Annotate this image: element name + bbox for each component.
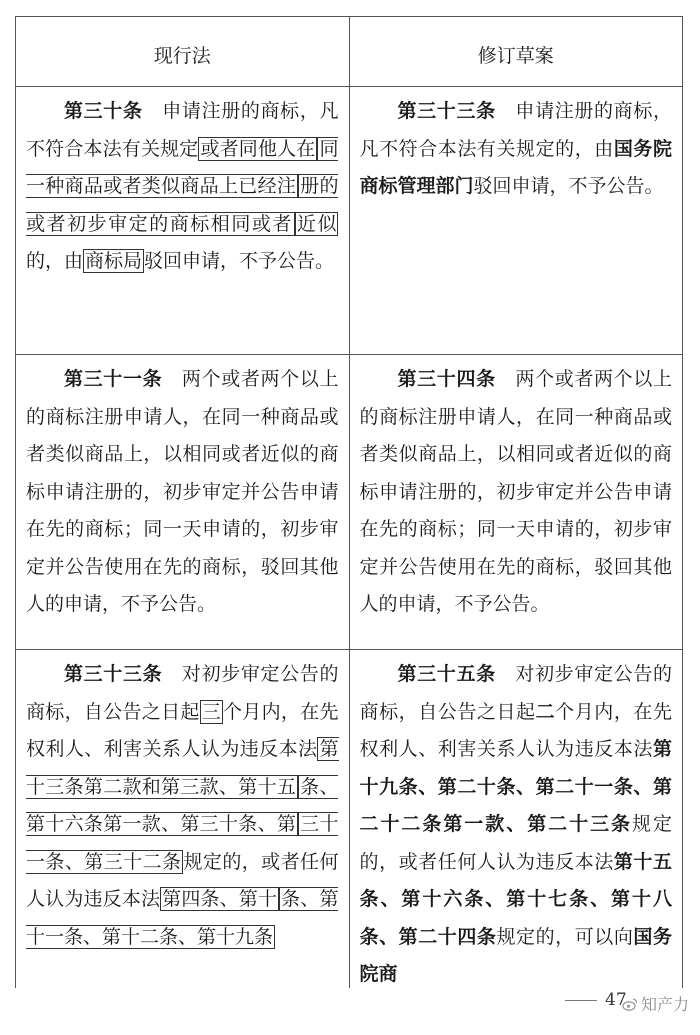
table-row xyxy=(16,650,683,988)
row3-draft-cell xyxy=(350,650,684,988)
weibo-icon xyxy=(622,997,638,1011)
bold-revised-text: 国务院商 xyxy=(359,925,672,985)
clause-text: 驳回申请，不予公告。 xyxy=(144,250,335,272)
row1-left-text xyxy=(26,93,339,281)
boxed-deleted-text: 第十三条第二款和第三款、第十五 xyxy=(26,738,339,798)
clause-text: 个月内，在先权利人、利害关系人认为违反本法 xyxy=(359,700,672,760)
bold-revised-text: 第十九条、第二十条、第二十一条、第二十二条第一款、第二十三条 xyxy=(359,738,672,835)
row2-current-law-cell xyxy=(16,355,350,649)
table-row xyxy=(16,355,683,650)
footer-rule xyxy=(565,1000,597,1001)
row1-right-text xyxy=(360,93,673,206)
boxed-deleted-text: 条、第十六条第一款、第三十条、第 xyxy=(26,775,339,835)
article-number: 第三十三条 xyxy=(64,663,163,685)
clause-text: 申请注册的商标，凡不符合本法有关规定的，由 xyxy=(359,100,672,160)
row2-draft-cell xyxy=(350,355,684,649)
clause-text: 两个或者两个以上的商标注册申请人，在同一种商品或者类似商品上，以相同或者近似的商标申请注册的，初步审定并公告申请在先的商标；同一天申请的，初步审定并公告使用在先的商标，驳回其他人的申请，不予公告。 xyxy=(26,368,339,615)
bold-revised-text: 二 xyxy=(535,700,556,723)
clause-text: 规定的，可以向 xyxy=(496,925,634,948)
boxed-deleted-text: 商标局 xyxy=(85,250,143,272)
watermark-text: 知产力 xyxy=(641,995,690,1014)
boxed-deleted-text: 同一种商品或者类似商品上已经注 xyxy=(26,137,339,197)
clause-text: 对初步审定公告的商标，自公告之日起 xyxy=(26,663,339,723)
clause-text: 申请注册的商标，凡不符合本法有关规定 xyxy=(26,100,339,160)
clause-text: 个月内，在先权利人、利害关系人认为违反本法 xyxy=(26,700,339,760)
boxed-deleted-text: 第四条、第十 xyxy=(162,888,278,910)
row1-current-law-cell xyxy=(16,87,350,354)
boxed-deleted-text: 条、第十一条、第十二条、第十九条 xyxy=(26,888,339,948)
row3-current-law-cell xyxy=(16,650,350,988)
row2-left-text xyxy=(26,361,339,624)
row1-draft-cell xyxy=(350,87,684,354)
row2-right-text xyxy=(360,361,673,624)
article-number: 第三十一条 xyxy=(64,368,163,390)
article-number: 第三十三条 xyxy=(397,100,496,122)
boxed-deleted-text: 近似 xyxy=(296,212,337,235)
article-number: 第三十四条 xyxy=(397,368,496,390)
row3-right-text xyxy=(360,656,673,988)
table-header-row xyxy=(16,17,683,87)
clause-text: 驳回申请，不予公告。 xyxy=(473,175,664,197)
clause-text: 规定的，或者任何人认为违反本法 xyxy=(26,850,339,910)
bold-revised-text: 第十五条、第十六条、第十七条、第十八条、第二十四条 xyxy=(359,850,672,948)
clause-text: 对初步审定公告的商标，自公告之日起 xyxy=(359,663,672,723)
clause-text: 规定的，或者任何人认为违反本法 xyxy=(359,813,672,873)
bold-revised-text: 国务院商标管理部门 xyxy=(359,137,672,197)
row3-left-text xyxy=(26,656,339,956)
article-number: 第三十五条 xyxy=(397,663,496,685)
comparison-table xyxy=(15,16,683,988)
boxed-deleted-text: 册的或者初步审定的商标相同或者 xyxy=(26,175,339,235)
boxed-deleted-text: 三十一条、第三十二条 xyxy=(26,813,339,873)
clause-text: 的，由 xyxy=(26,250,84,272)
page-number: 47 xyxy=(605,990,627,1010)
table-row xyxy=(16,87,683,355)
watermark xyxy=(622,992,689,1015)
clause-text: 两个或者两个以上的商标注册申请人，在同一种商品或者类似商品上，以相同或者近似的商标申请注册的，初步审定并公告申请在先的商标；同一天申请的，初步审定并公告使用在先的商标，驳回其他人的申请，不予公告。 xyxy=(359,368,672,615)
article-number: 第三十条 xyxy=(64,100,143,122)
header-draft-revision: 修订草案 xyxy=(350,17,684,86)
header-current-law: 现行法 xyxy=(16,17,350,86)
boxed-deleted-text: 或者同他人在 xyxy=(200,137,316,160)
boxed-deleted-text: 三 xyxy=(201,700,221,723)
